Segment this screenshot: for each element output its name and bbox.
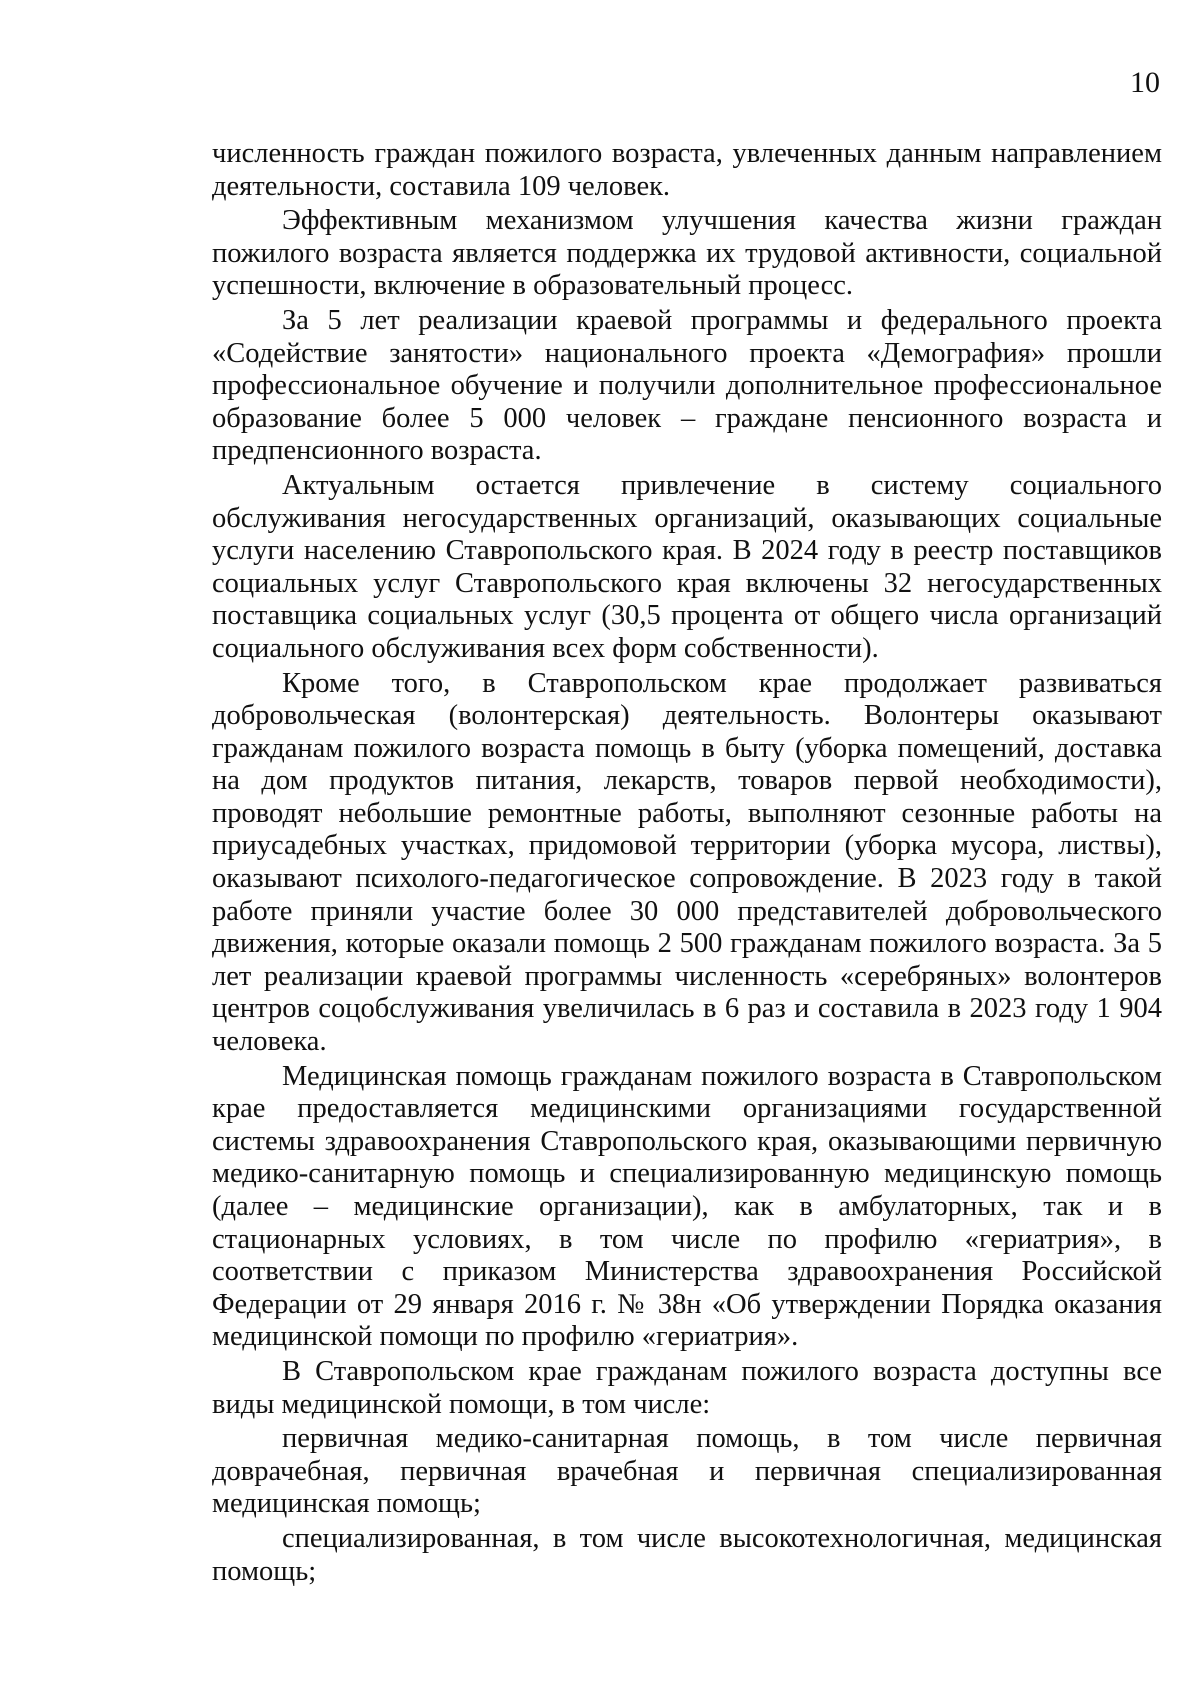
paragraph-labor-activity: Эффективным механизмом улучшения качества жизни граждан пожилого возраста является поддержка их трудовой активности, социальной успешности, включение в образовательный процесс. bbox=[212, 205, 1162, 302]
page-number: 10 bbox=[1130, 66, 1160, 99]
paragraph-nongovernmental-providers: Актуальным остается привлечение в систему социального обслуживания негосударственных организаций, оказывающих социальные услуги населению Ставропольского края. В 2024 году в реестр поставщиков социальных услуг Ставропольского края включены 32 негосударственных поставщика социальных услуг (30,5 процента от общего числа организаций социального обслуживания всех форм собственности). bbox=[212, 469, 1162, 664]
paragraph-volunteering: Кроме того, в Ставропольском крае продолжает развиваться добровольческая (волонтерская) деятельность. Волонтеры оказывают гражданам пожилого возраста помощь в быту (уборка помещений, доставка на дом продуктов питания, лекарств, товаров первой необходимости), проводят небольшие ремонтные работы, выполняют сезонные работы на приусадебных участках, придомовой территории (уборка мусора, листвы), оказывают психолого-педагогическое сопровождение. В 2023 году в такой работе приняли участие более 30 000 представителей добровольческого движения, которые оказали помощь 2 500 гражданам пожилого возраста. За 5 лет реализации краевой программы численность «серебряных» волонтеров центров соцобслуживания увеличилась в 6 раз и составила в 2023 году 1 904 человека. bbox=[212, 667, 1162, 1058]
paragraph-care-types-intro: В Ставропольском крае гражданам пожилого возраста доступны все виды медицинской помощи, в том числе: bbox=[212, 1355, 1162, 1420]
list-item-primary-care: первичная медико-санитарная помощь, в том числе первичная доврачебная, первичная врачебная и первичная специализированная медицинская помощь; bbox=[212, 1423, 1162, 1520]
paragraph-employment-program: За 5 лет реализации краевой программы и федерального проекта «Содействие занятости» национального проекта «Демография» прошли профессиональное обучение и получили дополнительное профессиональное образование более 5 000 человек – граждане пенсионного возраста и предпенсионного возраста. bbox=[212, 304, 1162, 467]
list-item-specialized-care: специализированная, в том числе высокотехнологичная, медицинская помощь; bbox=[212, 1522, 1162, 1587]
paragraph-medical-care: Медицинская помощь гражданам пожилого возраста в Ставропольском крае предоставляется медицинскими организациями государственной системы здравоохранения Ставропольского края, оказывающими первичную медико-санитарную помощь и специализированную медицинскую помощь (далее – медицинские организации), как в амбулаторных, так и в стационарных условиях, в том числе по профилю «гериатрия», в соответствии с приказом Министерства здравоохранения Российской Федерации от 29 января 2016 г. № 38н «Об утверждении Порядка оказания медицинской помощи по профилю «гериатрия». bbox=[212, 1060, 1162, 1353]
paragraph-continuation: численность граждан пожилого возраста, увлеченных данным направлением деятельности, составила 109 человек. bbox=[212, 138, 1162, 202]
document-body bbox=[212, 138, 1162, 1590]
